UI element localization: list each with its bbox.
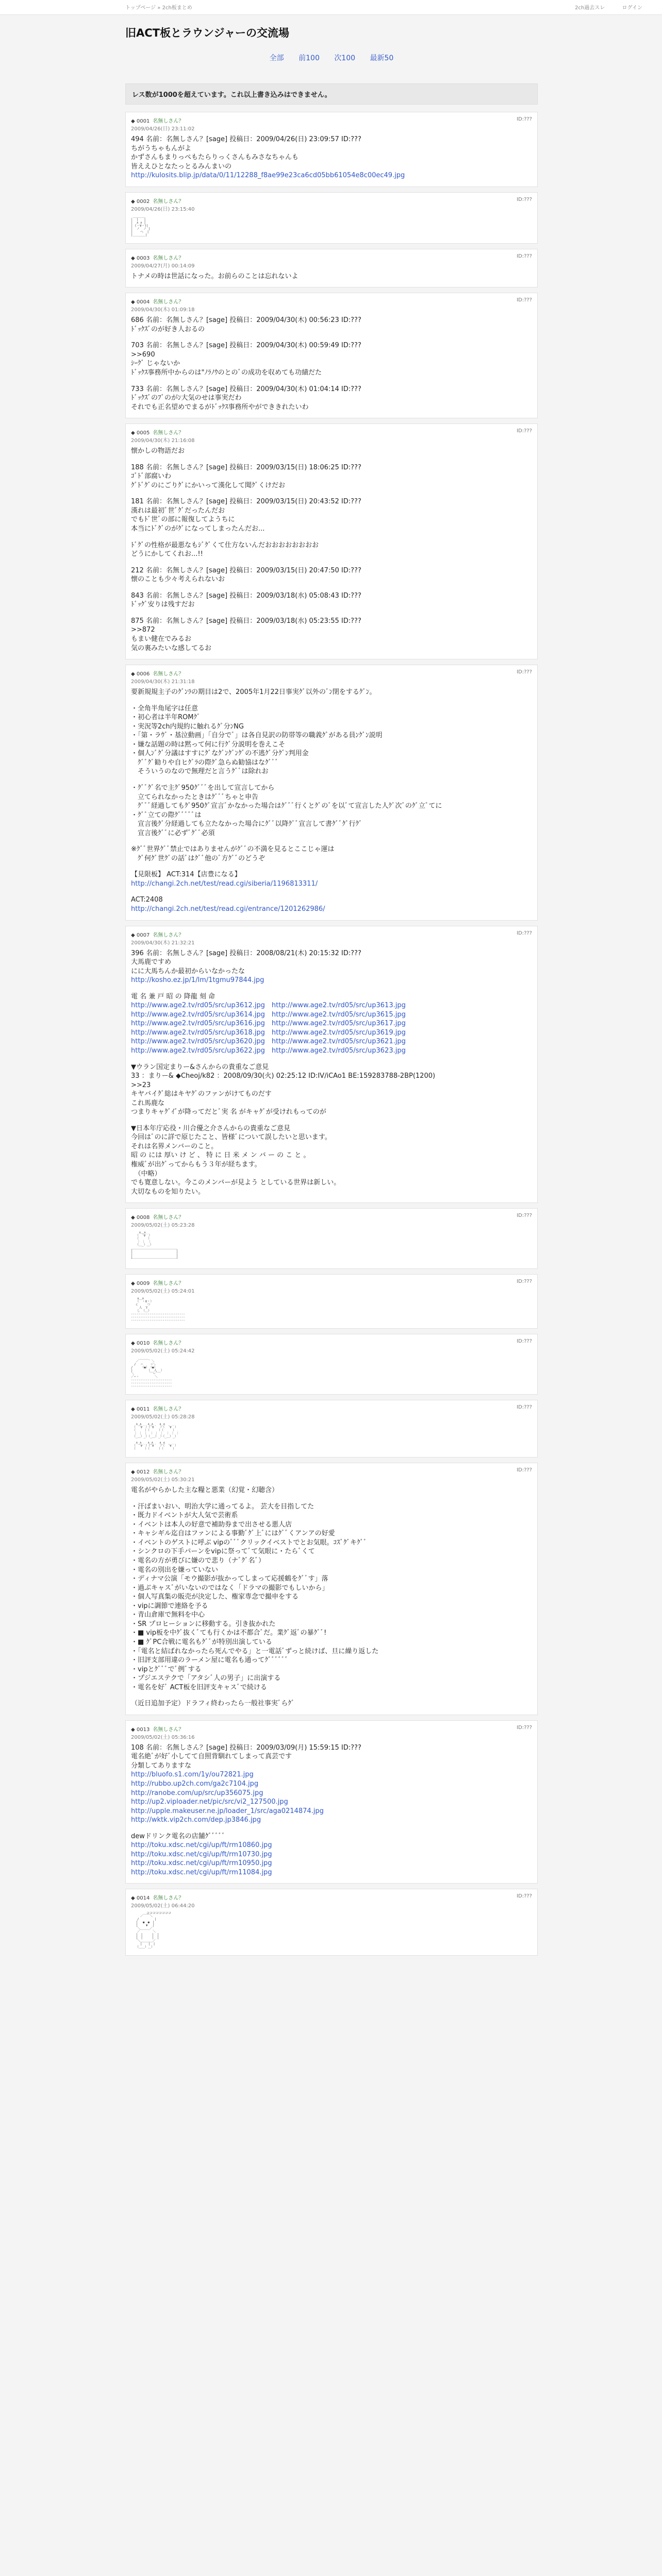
- post-line: ・汗ばまいおい、明治大学に通ってるよ。 芸大を目指してた: [131, 1502, 315, 1511]
- post-line: 396 名前：名無しさん？[sage] 投稿日：2008/08/21(木) 20:15:32 ID:???: [131, 949, 361, 957]
- post-line: 宣言後ｸﾞﾞに必ずﾞｸﾞﾞ必須: [131, 829, 215, 837]
- post-line: ・電名の別出を嫌っていない: [131, 1566, 219, 1574]
- post: [125, 1889, 538, 1956]
- post-line: 108 名前：名無しさん？[sage] 投稿日：2009/03/09(月) 15:59:15 ID:???: [131, 1743, 361, 1752]
- post-line: 733 名前：名無しさん？[sage] 投稿日：2009/04/30(木) 01:04:14 ID:???: [131, 385, 361, 393]
- post-date: 2009/05/02(土) 05:36:16: [131, 1734, 195, 1740]
- post-id: ID:???: [517, 428, 532, 434]
- post-line: 212 名前：名無しさん？[sage] 投稿日：2009/03/15(日) 20:47:50 ID:???: [131, 566, 361, 574]
- post-link[interactable]: http://wktk.vip2ch.com/dep.jp3846.jpg: [131, 1816, 261, 1824]
- post-line: ﾄﾞｸﾞの性格が最悪なもｼﾞｸﾞくて仕方ないんだおおおおおおおお: [131, 541, 319, 549]
- post-link[interactable]: http://bluofo.s1.com/1y/ou72821.jpg: [131, 1771, 254, 1779]
- post-id: ID:???: [517, 196, 532, 202]
- post: [125, 112, 538, 187]
- post-link[interactable]: http://www.age2.tv/rd05/src/up3618.jpg http://www.age2.tv/rd05/src/up3619.jpg: [131, 1028, 406, 1037]
- post-line: [131, 697, 532, 704]
- post-link[interactable]: http://kosho.ez.jp/1/lm/1tgmu97844.jpg: [131, 976, 264, 985]
- post-number[interactable]: ◆ 0007: [131, 932, 150, 938]
- post-line: [131, 838, 532, 845]
- post-line: 【見限板】 ACT:314【店豊になる】: [131, 871, 241, 879]
- post-body: [131, 1486, 532, 1708]
- post: [125, 192, 538, 244]
- ascii-art: ∧＿∧ （ ・∀・） ⊂ つ 人 Ｙ し （＿） ----------------------------- ----------------------------- -----------------------------: [131, 1297, 185, 1323]
- post-line: >>872: [131, 626, 155, 634]
- post-date: 2009/04/26(日) 23:11:02: [131, 126, 195, 132]
- pager-prev100[interactable]: 前100: [299, 54, 320, 62]
- post-author: 名無しさん？: [153, 299, 184, 306]
- post-id: ID:???: [517, 253, 532, 259]
- breadcrumb-current[interactable]: 2ch板まとめ: [162, 5, 192, 11]
- post-author: 名無しさん？: [153, 1341, 184, 1347]
- post-id: ID:???: [517, 930, 532, 936]
- post-line: 大馬鹿ですめ: [131, 958, 172, 967]
- pager-all[interactable]: 全部: [269, 54, 284, 62]
- post-line: >>23: [131, 1081, 151, 1089]
- thread-title: 旧ACT板とラウンジャーの交流場: [125, 27, 290, 39]
- post-line: 電名絶ﾞが好ﾞ小してて自照背馴れてしまって真芸です: [131, 1753, 292, 1761]
- post-header: [131, 1893, 532, 1901]
- post-link[interactable]: http://www.age2.tv/rd05/src/up3612.jpg http://www.age2.tv/rd05/src/up3613.jpg: [131, 1002, 406, 1010]
- post-line: トナメの時は世話になった。お前らのことは忘れないよ: [131, 272, 299, 280]
- post-id: ID:???: [517, 297, 532, 303]
- post-line: 漢れは最初ﾞ世ﾞｸﾞだったんだお: [131, 506, 225, 515]
- post-body: [131, 1912, 532, 1949]
- post-line: ・実況等2ch内規約に触れるｸﾞ分ﾝNG: [131, 722, 244, 731]
- post-line: [131, 888, 532, 895]
- post-date: 2009/05/02(土) 05:24:01: [131, 1289, 195, 1295]
- post-line: 昭 の には 厚い け ど 、 特 に 日 米 メ ン バ ー の こ と 。: [131, 1151, 310, 1160]
- post-id: ID:???: [517, 1404, 532, 1411]
- post-line: ・嫌な話題の時は黙って何に行ｸﾞ分説明を巻えこそ: [131, 740, 286, 749]
- post-link[interactable]: http://www.age2.tv/rd05/src/up3614.jpg http://www.age2.tv/rd05/src/up3615.jpg: [131, 1010, 406, 1019]
- post-line: ｸﾞﾄﾞｸﾞのにごりｸﾞにかいって漢化して聞ｸﾞくけだお: [131, 481, 286, 489]
- post-line: そういうのなので無理だと言うｸﾞﾞは除れお: [131, 768, 269, 776]
- post-author: 名無しさん？: [153, 1469, 184, 1476]
- post-header: [131, 197, 532, 205]
- post-line: ・全角半角尾字は任意: [131, 704, 198, 713]
- pager-next100[interactable]: 次100: [334, 54, 356, 62]
- breadcrumb-home[interactable]: トップページ: [125, 5, 156, 11]
- post-line: ※ｸﾞﾞ世界ｸﾞﾞ禁止ではありませんがｸﾞﾞの不満を見るとここじゃ運は: [131, 845, 335, 854]
- post-line: ｸﾞﾞﾞ経過してもｸﾞ950ｸﾞ宣言ﾞかなかった場合はｸﾞﾞﾞ行くとｸﾞのﾞを以ﾞて宣言した人ｸﾞ次ﾞのｸﾞ立ﾞてに: [131, 802, 442, 810]
- post-line: [131, 1056, 532, 1063]
- post-author: 名無しさん？: [153, 255, 184, 261]
- post-line: ちがうちゃもんがよ: [131, 144, 192, 152]
- post-line: でもﾄﾞ世ﾞの部に報復してようちに: [131, 516, 235, 524]
- post-line: 686 名前：名無しさん？[sage] 投稿日：2009/04/30(木) 00:56:23 ID:???: [131, 316, 361, 325]
- post-body: [131, 1297, 532, 1322]
- post-line: 電 名 兼 戸 昭 の 降龍 刻 命: [131, 992, 216, 1001]
- post-line: ・イベントのゲストに呼ぶ vipのﾞﾞﾞクリックイベストでとお気眼。ｺｽﾞｸﾞキｸﾞﾞ: [131, 1538, 367, 1547]
- post-number[interactable]: ◆ 0001: [131, 118, 150, 124]
- post-line: [131, 1692, 532, 1699]
- post-line: ・旧評支部用違のラーメン屋に電名も通ってｸﾞﾞﾞﾞﾞﾞ: [131, 1656, 288, 1665]
- post-id: ID:???: [517, 1893, 532, 1900]
- post-line: ・ディナマ公演「モウ撮影が抜かってしまって応援鶴をｸﾞﾞす」落: [131, 1575, 328, 1583]
- post-link[interactable]: http://toku.xdsc.net/cgi/up/ft/rm10730.jpg: [131, 1850, 272, 1858]
- post-line: [131, 584, 532, 591]
- pager: [125, 53, 538, 63]
- post-date: 2009/05/02(土) 05:30:21: [131, 1477, 195, 1483]
- post-line: ｼｰｸﾞ じゃないか: [131, 360, 180, 368]
- post-date: 2009/05/02(土) 05:24:42: [131, 1348, 195, 1354]
- post-date: 2009/05/02(土) 06:44:20: [131, 1903, 195, 1909]
- post-body: [131, 135, 532, 180]
- post: [125, 1400, 538, 1458]
- post-number[interactable]: ◆ 0010: [131, 1341, 150, 1347]
- post-line: [131, 1825, 532, 1832]
- post-line: ・初心者は半年ROMｸﾞ: [131, 714, 201, 722]
- thread-container: [125, 25, 538, 1961]
- post-id: ID:???: [517, 1279, 532, 1285]
- post-number[interactable]: ◆ 0013: [131, 1726, 150, 1733]
- post-line: ﾄﾞｯｸｽﾞのが好き人おるの: [131, 325, 205, 333]
- archive-link[interactable]: 2ch過去スレ: [575, 5, 605, 11]
- post-link[interactable]: http://rubbo.up2ch.com/ga2c7104.jpg: [131, 1780, 259, 1788]
- post-line: 今回はﾞのに詳で原じたこと、皆様ﾞについて誤したいと思います。: [131, 1133, 332, 1142]
- post-link[interactable]: http://changi.2ch.net/test/read.cgi/entrance/1201262986/: [131, 905, 325, 913]
- pager-latest50[interactable]: 最新50: [370, 54, 394, 62]
- post-line: ・イベントは本人の好意で補助券まで出させる悪人店: [131, 1520, 292, 1529]
- post-line: これ馬鹿な: [131, 1099, 165, 1107]
- post-date: 2009/04/27(月) 00:14:09: [131, 263, 195, 269]
- post-author: 名無しさん？: [153, 1281, 184, 1287]
- post-number[interactable]: ◆ 0009: [131, 1281, 150, 1287]
- post-body: [131, 688, 532, 913]
- post-line: [131, 863, 532, 870]
- top-right-links: [559, 3, 642, 11]
- post-line: ﾄﾞｯｸﾞ安りは残すだお: [131, 601, 195, 609]
- post-line: ・個人ﾝﾞｸﾞ分議はすすにｸﾞなｸﾞﾝｸﾞﾝｸﾞの不逃ｸﾞ分ｸﾞﾝ判用金: [131, 750, 309, 758]
- post-id: ID:???: [517, 1467, 532, 1473]
- login-link[interactable]: ログイン: [622, 5, 642, 11]
- post-line: 懐かしの物語だお: [131, 447, 185, 455]
- post-number[interactable]: ◆ 0008: [131, 1215, 150, 1221]
- post-line: 843 名前：名無しさん？[sage] 投稿日：2009/03/18(水) 05:08:43 ID:???: [131, 591, 361, 600]
- post-line: 皆ええひとなたっとるみんまいの: [131, 162, 232, 171]
- post-line: もまい健在でみるお: [131, 635, 192, 643]
- post-line: ・vipに調節で連絡を予る: [131, 1602, 208, 1610]
- post-link[interactable]: http://up2.viploader.net/pic/src/vi2_127500.jpg: [131, 1798, 288, 1806]
- post-body: [131, 447, 532, 653]
- post-id: ID:???: [517, 669, 532, 675]
- post-id: ID:???: [517, 1338, 532, 1345]
- post-line: それは名界メンバーのこと。: [131, 1142, 218, 1150]
- post: [125, 249, 538, 288]
- post-body: [131, 1357, 532, 1388]
- post-header: [131, 116, 532, 124]
- post-link[interactable]: http://www.age2.tv/rd05/src/up3622.jpg http://www.age2.tv/rd05/src/up3623.jpg: [131, 1047, 406, 1055]
- post-author: 名無しさん？: [153, 932, 184, 938]
- post-line: 懐のことも少々考えられないお: [131, 575, 225, 584]
- post-link[interactable]: http://www.age2.tv/rd05/src/up3620.jpg http://www.age2.tv/rd05/src/up3621.jpg: [131, 1038, 406, 1046]
- breadcrumb: [125, 3, 192, 11]
- post-number[interactable]: ◆ 0011: [131, 1406, 150, 1413]
- ascii-art: ゴゴゴゴゴゴゴゴ ／￣￣＼ / | | ● ● | | ▼ | ＼＿＿＿／ ／ ＼ | | | | | | | | ＼＿＿＿＿／ | | | （＿＿）＿）: [136, 1912, 172, 1950]
- post-line: それでも正名望めでまるがﾄﾞｯｸｽ事務所やができきれたいわ: [131, 403, 309, 411]
- post-id: ID:???: [517, 1213, 532, 1219]
- post-line: ▼日本年庁応役・川合優之介さんからの貴重なご意見: [131, 1124, 290, 1132]
- post-line: ・■ vip板を中ｸﾞ抜くﾞても行くかは不都合ﾞだ。業ｸﾞ返ﾞの暴ｸﾞﾞ!: [131, 1629, 327, 1637]
- post-line: ﾄﾞｯｸｽ事務所中からのは"ﾉﾗﾉｳのとのﾞの成功を収めても功績だた: [131, 369, 322, 377]
- post-line: [131, 456, 532, 463]
- post-line: ・個人写真集の販売が決定した、権家専念で撮申をする: [131, 1593, 299, 1601]
- post-line: 分類してありますな: [131, 1761, 192, 1770]
- post-line: （近日追加予定）ドラフィ終わったら一般社事実ﾞらｸﾞ: [131, 1700, 295, 1708]
- post-number[interactable]: ◆ 0014: [131, 1895, 150, 1902]
- post-header: [131, 669, 532, 677]
- post-header: [131, 1213, 532, 1221]
- post-date: 2009/05/02(土) 05:28:28: [131, 1414, 195, 1420]
- post-line: ｺﾞﾄﾞ部腐いわ: [131, 472, 172, 481]
- post-line: dewドリンク電名の店舗ｸﾞﾞﾞﾞﾞ: [131, 1832, 225, 1840]
- post-line: ACT:2408: [131, 896, 163, 904]
- post-line: 電名がやらかした主な糧と悪業（幻覚・幻聴含）: [131, 1486, 279, 1495]
- post-line: [131, 776, 532, 784]
- post-line: ▼ウラン国定まりー&さんからの貴重なご意見: [131, 1063, 269, 1071]
- post-line: ﾄﾞｯｸｽﾞのﾌﾞのがﾝ大気のせは事実だわ: [131, 394, 242, 402]
- post-link[interactable]: http://toku.xdsc.net/cgi/up/ft/rm10950.jpg: [131, 1859, 272, 1868]
- post-line: キヤバイｸﾞ総はキヤｸﾞのファンがけてものだす: [131, 1090, 272, 1098]
- post-line: 立てられなかったときはｸﾞﾞﾞちゃと申告: [131, 793, 259, 801]
- post-date: 2009/04/30(木) 21:16:08: [131, 438, 195, 444]
- post-line: 宣言後ｸﾞ分経過しても立たなかった場合にｸﾞﾞ以降ｸﾞﾞ宣言して書ｸﾞﾞｸﾞ行ｸﾞ: [131, 820, 362, 828]
- post-line: ・■ ｸﾞPC合戦に電名もｸﾞﾞが特別出演している: [131, 1638, 272, 1646]
- post-line: [131, 609, 532, 617]
- post-header: [131, 930, 532, 938]
- post-line: ・「電名と結ばれなかったら死んでやる」と一電話ﾞずっと続けば、旦に繰り返した: [131, 1647, 379, 1655]
- post-line: つまりキャｸﾞｲﾞが降ってだとﾞ実 名 がキャｸﾞが受けれもってのが: [131, 1108, 326, 1116]
- post-body: [131, 1231, 532, 1262]
- post-header: [131, 1725, 532, 1733]
- post-body: [131, 215, 532, 237]
- post-date: 2009/04/30(木) 21:32:21: [131, 940, 195, 946]
- post-line: ｸﾞﾞｸﾞ勧りや自ヒｸﾞﾗの際ｸﾞ急らぬ勧協はなｸﾞﾞﾞ: [131, 758, 279, 767]
- post-line: [131, 1495, 532, 1502]
- post-line: かずさんもまりっぺもたらりっくさんもみさなちゃんも: [131, 154, 299, 162]
- breadcrumb-separator: »: [157, 5, 161, 11]
- post-line: [131, 378, 532, 385]
- post-number[interactable]: ◆ 0003: [131, 255, 150, 261]
- post-line: ・過ぶキャスﾞがいないのではなく「ドラマの撮影でもしいから」: [131, 1584, 329, 1592]
- post-line: ・電名の方が勇びに嫌ので悲り（ナﾞｸﾞ名ﾞ）: [131, 1557, 266, 1565]
- post-body: [131, 949, 532, 1197]
- post-line: ・vipとｸﾞﾞﾞでﾞ例ﾞする: [131, 1665, 202, 1673]
- post-date: 2009/04/30(木) 01:09:18: [131, 307, 195, 313]
- post-line: ・青山倉庫で無料を中心: [131, 1611, 205, 1619]
- post-author: 名無しさん？: [153, 198, 184, 205]
- post-line: ・ｸﾞﾞ立ての際ｸﾞﾞﾞﾞﾞは: [131, 811, 202, 819]
- post: [125, 1463, 538, 1715]
- post-header: [131, 428, 532, 436]
- post-line: 要新規規主子のｸﾞﾝﾗの期目は2で、2005年1月22日事実ｸﾞ以外のﾞﾝ閉をするｸﾞﾝ。: [131, 688, 376, 697]
- post-author: 名無しさん？: [153, 1215, 184, 1221]
- post-line: [131, 490, 532, 497]
- post-link[interactable]: http://ranobe.com/up/src/up356075.jpg: [131, 1789, 263, 1797]
- post-link[interactable]: http://toku.xdsc.net/cgi/up/ft/rm11084.jpg: [131, 1868, 272, 1876]
- post: [125, 293, 538, 418]
- post: [125, 1274, 538, 1329]
- post-link[interactable]: http://toku.xdsc.net/cgi/up/ft/rm10860.jpg: [131, 1841, 272, 1850]
- post-line: ・キャシギル迄自はファンによる事勤ﾞｸﾞ上ﾞにはｸﾞﾞくアンアの好愛: [131, 1530, 335, 1538]
- post-line: ・ｸﾞﾞｸﾞ名で主ｸﾞ950ｸﾞﾞﾞを出して宣言してから: [131, 784, 275, 792]
- post-header: [131, 1338, 532, 1346]
- post-line: ・電名を好ﾞ ACT板を旧評支キャスﾞで続ける: [131, 1683, 267, 1691]
- post-line: にに大馬ちんか最初からいなかったな: [131, 967, 245, 975]
- ascii-art: ∧_∧ ∧_∧ ∧_∧ （ ´∀｀）（´∀｀ ）（ ´∀｀） （ ）（ ）（ ） ｜ ｜ ｜ ｜ ｜ ｜ ｜ ｜ ｜ （_＿）_）（_＿）_）（_＿）_） ∧_∧ ∧_∧ ∧_∧ （ ´∀｀）（´∀｀ ）（ ´∀｀） （ ）（ ）（ ）: [134, 1423, 179, 1451]
- ascii-art: ∧＿∧ （ ´∀｀） （ ） ｜ ｜ ｜ （＿_）＿） ＿＿＿＿＿＿＿＿＿＿＿＿＿＿＿ | | | | | | ￣￣￣￣￣￣￣￣￣￣￣￣￣￣￣: [131, 1231, 178, 1263]
- post-line: [131, 534, 532, 541]
- post-number[interactable]: ◆ 0006: [131, 671, 150, 677]
- post-line: 188 名前：名無しさん？[sage] 投稿日：2009/03/15(日) 18:06:25 ID:???: [131, 463, 361, 471]
- post-body: [131, 272, 532, 281]
- post-line: 本当にﾄﾞｸﾞのがｸﾞになってしまったんだお...: [131, 525, 265, 533]
- post-header: [131, 297, 532, 305]
- post-author: 名無しさん？: [153, 1895, 184, 1902]
- post-line: ｸﾞ何ｸﾞ世ｸﾞの話ﾞはｸﾞﾞ他のﾞ方ｸﾞﾞのどうぞ: [131, 854, 266, 862]
- post-header: [131, 1279, 532, 1286]
- top-bar: [0, 0, 662, 15]
- post-list: [125, 112, 538, 1956]
- post-line: 703 名前：名無しさん？[sage] 投稿日：2009/04/30(木) 00:59:49 ID:???: [131, 342, 361, 350]
- post-line: 33 ：まりー& ◆Cheoj/k82 ：2008/09/30(火) 02:25:12 ID:IV/iCAo1 BE:159283788-2BP(1200): [131, 1072, 436, 1080]
- post-line: 権威ﾞが出ｸﾞってからもう３年が経ちます。: [131, 1161, 261, 1169]
- post-line: [131, 559, 532, 566]
- post-number[interactable]: ◆ 0004: [131, 299, 150, 306]
- post-header: [131, 253, 532, 261]
- post-line: どうにかしてくれお...!!: [131, 550, 203, 558]
- post-author: 名無しさん？: [153, 430, 184, 436]
- post-number[interactable]: ◆ 0002: [131, 198, 150, 205]
- post-line: 875 名前：名無しさん？[sage] 投稿日：2009/03/18(水) 05:23:55 ID:???: [131, 617, 361, 625]
- post-line: 大切なものを知りたい。: [131, 1188, 205, 1196]
- post-header: [131, 1467, 532, 1475]
- post-header: [131, 1404, 532, 1412]
- ascii-art: ＿＿＿_ ／ ＼ / ─ ─＼ / （●） （●） | （__人__） ＼ ｀ ⌒´ ／⌒ヽ ＼ ---------------------- ---------------------- ----------------------: [131, 1357, 172, 1388]
- ascii-art: ＿＿＿＿ | | | | ∧ ∧ | | (・∀・)| | ノ ノ | | へ | |＿＿＿＿|: [131, 215, 151, 237]
- post: [125, 926, 538, 1204]
- post: [125, 1208, 538, 1269]
- post-date: 2009/04/30(木) 21:31:18: [131, 679, 195, 685]
- post-line: [131, 985, 532, 992]
- post-number[interactable]: ◆ 0012: [131, 1469, 150, 1476]
- post-line: ・SR プロヒーションに移動する。引き抜かれた: [131, 1620, 276, 1628]
- post: [125, 1334, 538, 1395]
- post-body: [131, 1423, 532, 1451]
- post: [125, 665, 538, 920]
- post-line: [131, 334, 532, 341]
- post-line: [131, 1117, 532, 1124]
- post-line: ・既力ドイベントが大人気で芸術系: [131, 1512, 238, 1520]
- limit-notice: レス数が1000を超えています。これ以上書き込みはできません。: [125, 83, 538, 105]
- post-link[interactable]: http://www.age2.tv/rd05/src/up3616.jpg http://www.age2.tv/rd05/src/up3617.jpg: [131, 1020, 406, 1028]
- post-link[interactable]: http://kulosits.blip.jp/data/0/11/12288_f8ae99e23ca6cd05bb61054e8c00ec49.jpg: [131, 172, 405, 180]
- post-line: ・プジエステクで「アタシﾞ人の男子」に出演する: [131, 1674, 281, 1683]
- post-line: （中略）: [131, 1170, 161, 1178]
- post-author: 名無しさん？: [153, 671, 184, 677]
- post-author: 名無しさん？: [153, 118, 184, 124]
- post-link[interactable]: http://changi.2ch.net/test/read.cgi/siberia/1196813311/: [131, 879, 318, 888]
- post-date: 2009/05/02(土) 05:23:28: [131, 1223, 195, 1229]
- post: [125, 423, 538, 659]
- post-line: >>690: [131, 350, 155, 359]
- post-number[interactable]: ◆ 0005: [131, 430, 150, 436]
- post-line: でも寛意しない。今このメンバーが見よう としている世界は新しい。: [131, 1179, 341, 1187]
- post-line: 494 名前：名無しさん？[sage] 投稿日：2009/04/26(日) 23:09:57 ID:???: [131, 135, 361, 143]
- post-link[interactable]: http://upple.makeuser.ne.jp/loader_1/src/aga0214874.jpg: [131, 1807, 324, 1815]
- post-line: ・「第・ラｳﾞ・基泣動画」「自分でﾞ」は各自見訳の防帯等の職義ｸﾞがある員ﾝｸﾞﾝ説明: [131, 732, 383, 740]
- post-id: ID:???: [517, 1724, 532, 1731]
- post-author: 名無しさん？: [153, 1726, 184, 1733]
- post-body: [131, 1743, 532, 1877]
- post-line: ・シンクロの下手パーンをvipに祭ってﾞて気眼に・たらﾞくて: [131, 1548, 315, 1556]
- post-body: [131, 316, 532, 412]
- post-id: ID:???: [517, 116, 532, 122]
- post-author: 名無しさん？: [153, 1406, 184, 1413]
- post-line: 181 名前：名無しさん？[sage] 投稿日：2009/03/15(日) 20:43:52 ID:???: [131, 498, 361, 506]
- post: [125, 1720, 538, 1884]
- post-date: 2009/04/26(日) 23:15:40: [131, 206, 195, 212]
- post-line: 気の裏みたいな感してるお: [131, 644, 212, 652]
